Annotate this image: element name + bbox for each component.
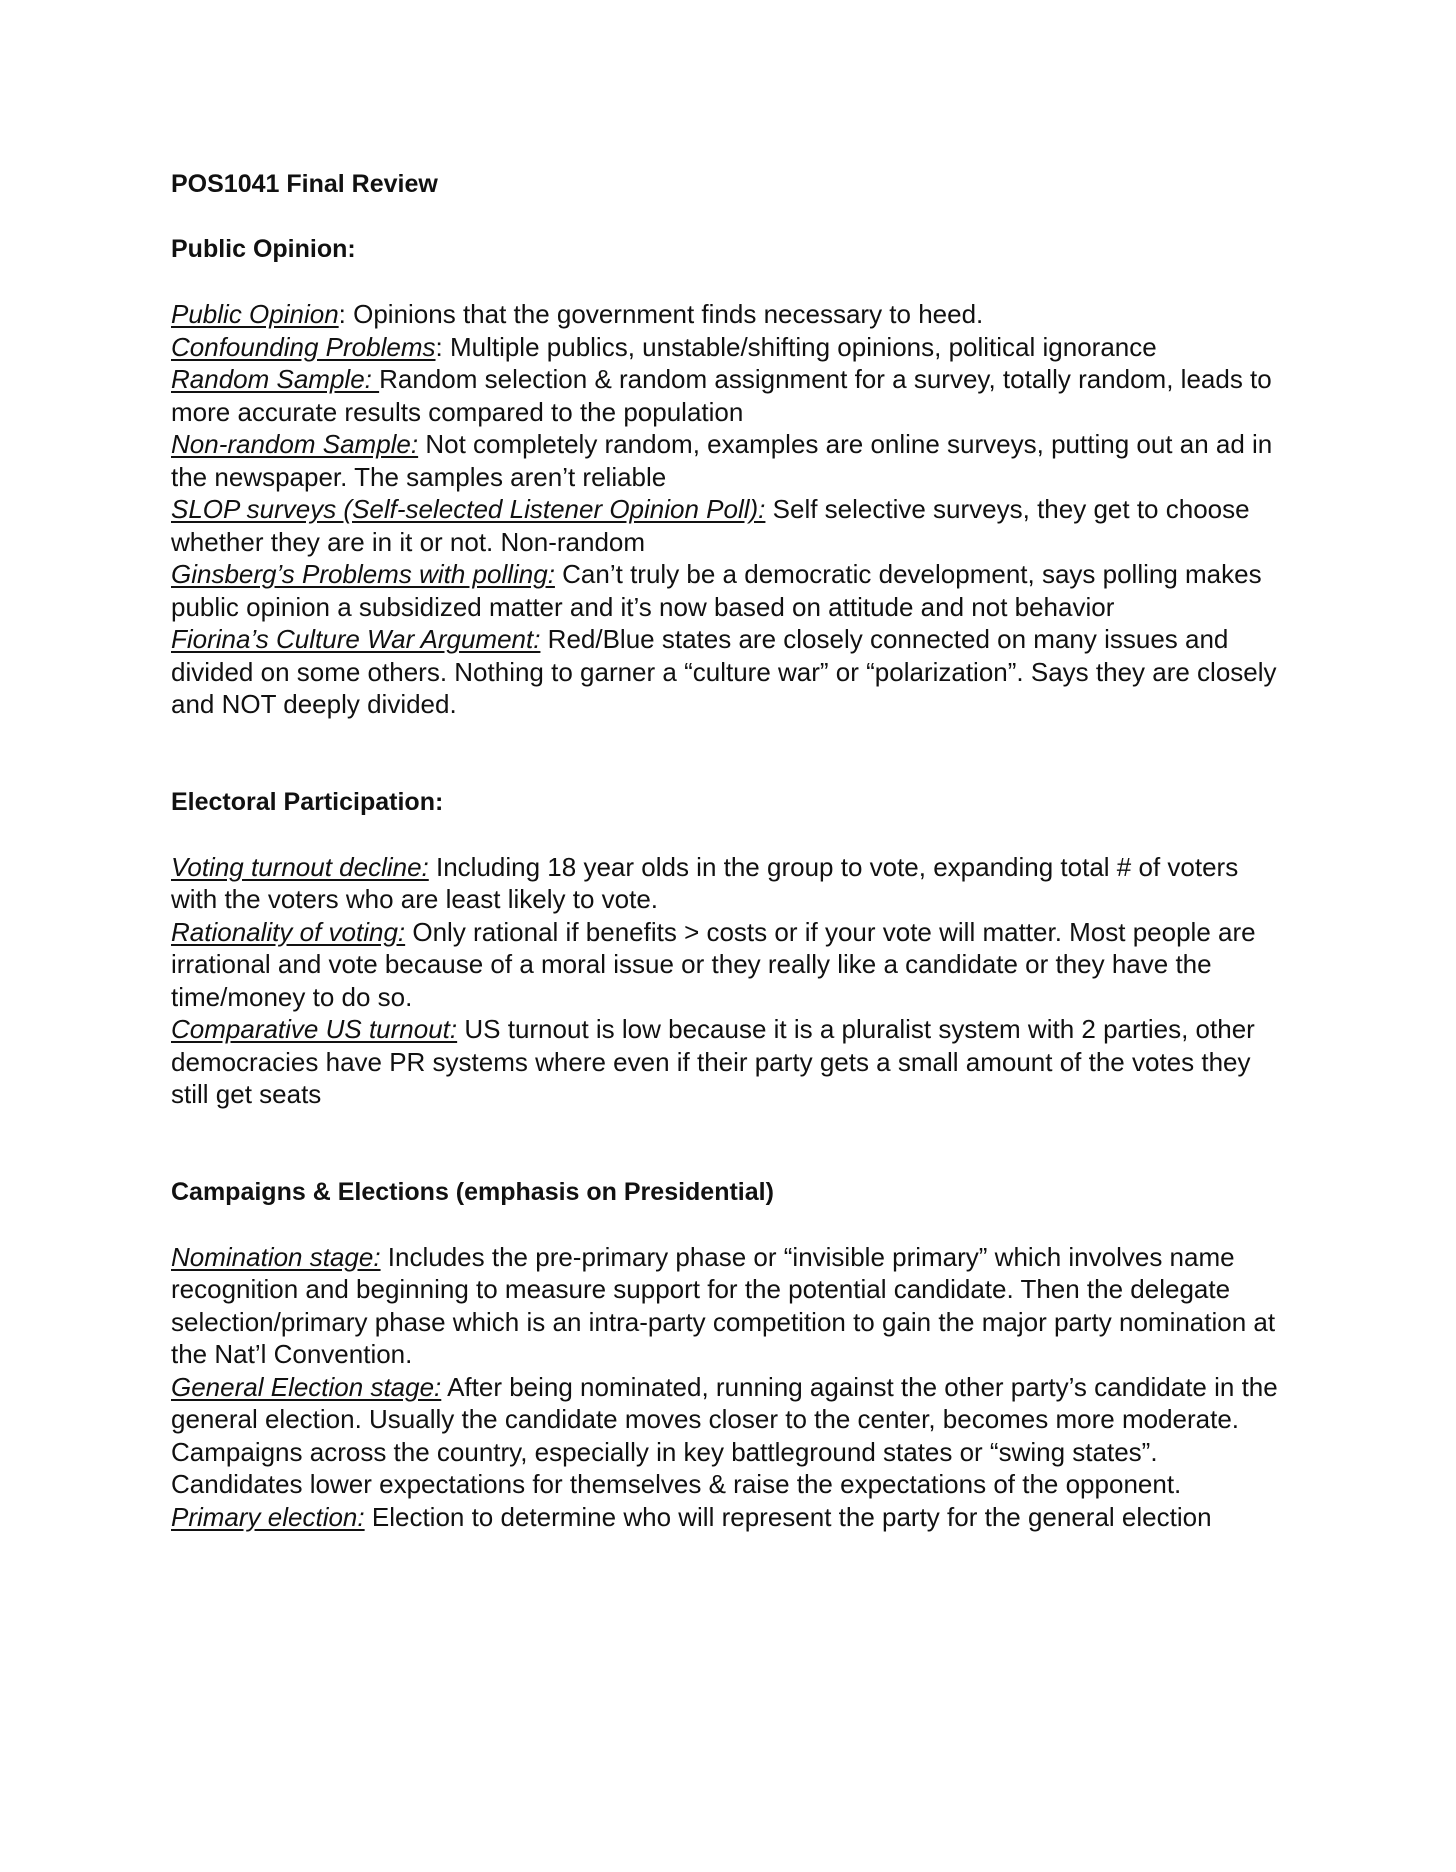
definition-entry: [171, 558, 1291, 623]
definition-text: Red/Blue states are closely connected on many issues and divided on some others. Nothing to garner a “culture war” or “polarization”. Says they are closely and NOT deeply divided.: [171, 624, 1277, 719]
definition-entry: [171, 363, 1291, 428]
definition-term: Random Sample:: [171, 364, 380, 394]
definition-entry: [171, 1501, 1291, 1534]
definition-text: Multiple publics, unstable/shifting opinions, political ignorance: [449, 331, 1157, 362]
definition-text: Including 18 year olds in the group to vote, expanding total # of voters with the voters who are least likely to vote.: [171, 851, 1239, 914]
section-heading: Campaigns & Elections (emphasis on Presidential): [171, 1177, 774, 1206]
term-separator: :: [338, 299, 354, 329]
section-heading: Public Opinion:: [171, 235, 356, 263]
document-page: [171, 168, 1291, 1533]
term-separator: [765, 494, 772, 524]
definition-text: Only rational if benefits > costs or if your vote will matter. Most people are irrational and vote because of a moral issue or they really like a candidate or they have the time/money to do so.: [171, 916, 1256, 1012]
definition-entry: [171, 851, 1291, 916]
term-separator: [540, 624, 547, 654]
definition-term: Public Opinion: [171, 299, 339, 329]
term-separator: :: [435, 331, 450, 362]
definition-term: General Election stage:: [171, 1371, 442, 1402]
definition-text: Election to determine who will represent the party for the general election: [371, 1501, 1212, 1532]
definition-text: Random selection & random assignment for a survey, totally random, leads to more accurate results compared to the population: [171, 364, 1272, 427]
section-heading: Electoral Participation:: [171, 787, 444, 816]
definition-entry: [171, 623, 1291, 721]
definition-entry: [171, 298, 1291, 331]
review-section: [171, 233, 1291, 721]
definition-term: Ginsberg’s Problems with polling:: [171, 559, 555, 589]
definition-entry: [171, 331, 1291, 364]
definition-text: Includes the pre-primary phase or “invisible primary” which involves name recognition and beginning to measure support for the potential candidate. Then the delegate selection/primary phase which is an intra-party competition to gain the major party nomination at the Nat’l Convention.: [171, 1241, 1276, 1369]
definition-text: Can’t truly be a democratic development, says polling makes public opinion a subsidized matter and it’s now based on attitude and not behavior: [171, 559, 1262, 622]
definition-term: Nomination stage:: [171, 1241, 381, 1272]
definition-term: Confounding Problems: [171, 331, 436, 362]
definition-entry: [171, 1371, 1291, 1501]
term-separator: [381, 1242, 388, 1272]
definition-list: [171, 1241, 1291, 1534]
definition-term: Non-random Sample:: [171, 429, 419, 459]
definition-text: Opinions that the government finds necessary to heed.: [353, 299, 984, 329]
definition-text: Not completely random, examples are online surveys, putting out an ad in the newspaper. The samples aren’t reliable: [171, 429, 1273, 492]
definition-text: US turnout is low because it is a pluralist system with 2 parties, other democracies have PR systems where even if their party gets a small amount of the votes they still get seats: [171, 1014, 1255, 1109]
definition-entry: [171, 1013, 1291, 1111]
definition-list: [171, 298, 1291, 721]
definition-entry: [171, 1241, 1291, 1371]
definition-term: Rationality of voting:: [171, 916, 406, 947]
definition-term: Primary election:: [171, 1501, 365, 1532]
document-title: POS1041 Final Review: [171, 170, 438, 198]
definition-term: SLOP surveys (Self-selected Listener Opinion Poll):: [171, 494, 766, 524]
definition-text: Self selective surveys, they get to choose whether they are in it or not. Non-random: [171, 494, 1250, 557]
definition-term: Comparative US turnout:: [171, 1014, 458, 1044]
term-separator: [365, 1502, 372, 1532]
review-section: [171, 1176, 1291, 1534]
definition-entry: [171, 493, 1291, 558]
section-spacer: [171, 1111, 1291, 1176]
definition-list: [171, 851, 1291, 1111]
section-spacer: [171, 721, 1291, 786]
definition-entry: [171, 916, 1291, 1014]
definition-entry: [171, 428, 1291, 493]
sections-container: [171, 233, 1291, 1533]
review-section: [171, 786, 1291, 1111]
definition-term: Fiorina’s Culture War Argument:: [171, 624, 541, 654]
definition-text: After being nominated, running against the other party’s candidate in the general election. Usually the candidate moves closer to the center, becomes more moderate. Campaigns across the country, especially in key battleground states or “swing states”. Candidates lower expectations for themselves & raise the expectations of the opponent.: [171, 1371, 1278, 1499]
definition-term: Voting turnout decline:: [171, 851, 429, 882]
term-separator: [429, 852, 436, 882]
